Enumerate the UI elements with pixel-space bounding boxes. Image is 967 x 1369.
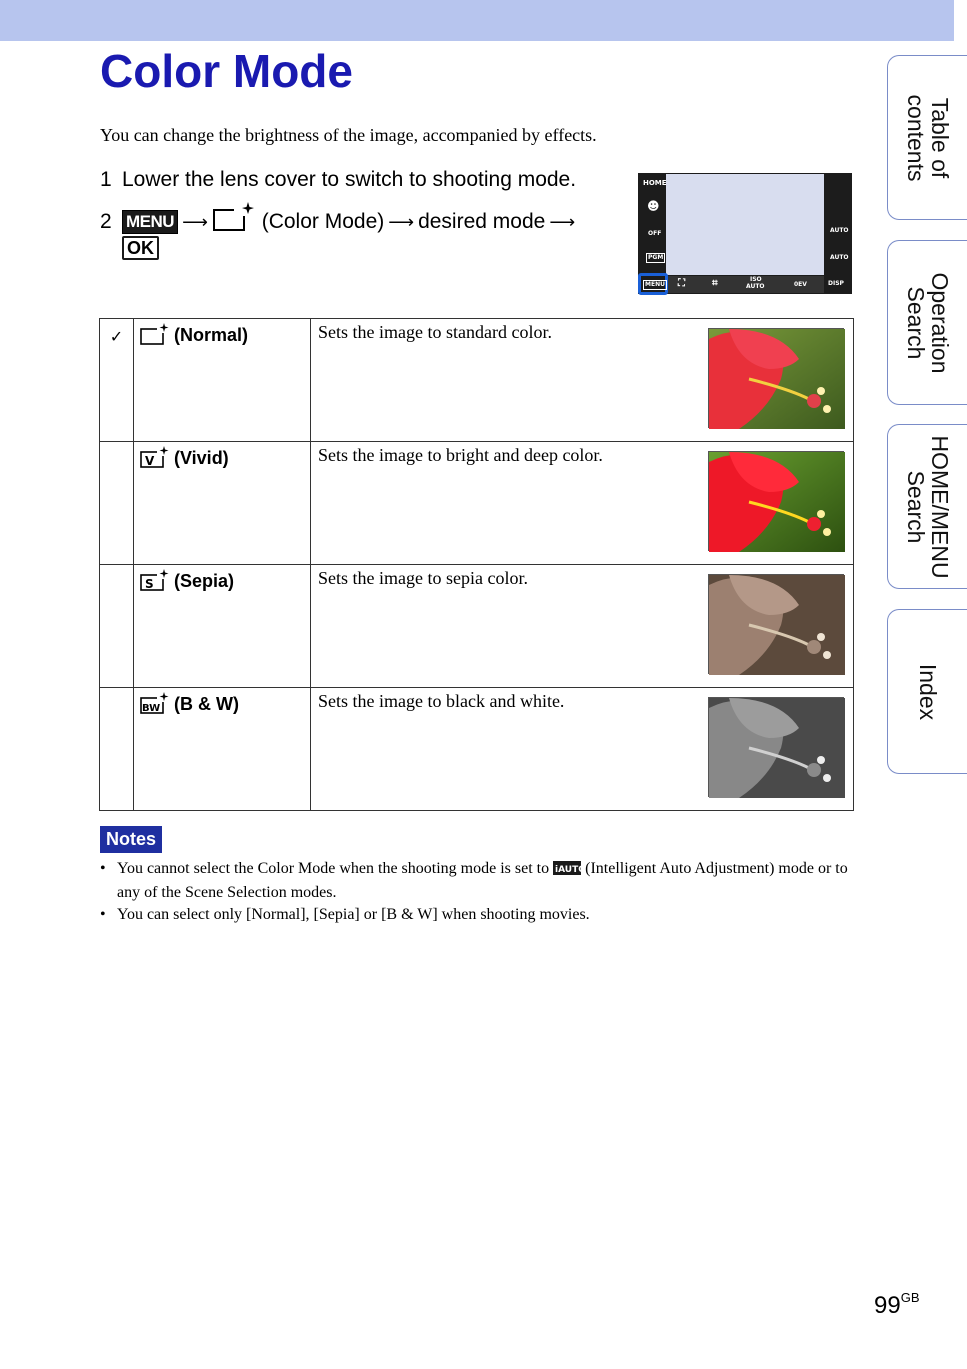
- page-number: [874, 1290, 920, 1320]
- menu-button-icon: MENU: [122, 210, 178, 234]
- table-row-bw: [100, 688, 854, 811]
- mode-name-cell: [134, 442, 311, 565]
- disp-label: DISP: [828, 280, 844, 287]
- step-1: [100, 168, 576, 192]
- vivid-icon-letter: V: [145, 454, 155, 468]
- color-mode-table: [99, 318, 854, 811]
- normal-mode-icon: [140, 323, 170, 350]
- arrow-right-icon: ⟶: [549, 212, 576, 232]
- table-row-vivid: [100, 442, 854, 565]
- mode-description: Sets the image to bright and deep color.: [318, 445, 603, 465]
- page-number-value: 99: [874, 1292, 901, 1319]
- iauto-text: iAUTO: [555, 865, 586, 875]
- color-mode-text: (Color Mode): [261, 210, 385, 233]
- notes-label: Notes: [100, 826, 162, 853]
- note-item: [100, 904, 850, 925]
- mode-description: Sets the image to standard color.: [318, 322, 552, 342]
- metering-icon: ⌗: [712, 278, 718, 289]
- sepia-icon-letter: S: [145, 577, 154, 591]
- default-marker-cell: [100, 688, 134, 811]
- camera-screen: [638, 173, 852, 294]
- mode-name-cell: [134, 688, 311, 811]
- menu-label: MENU: [645, 281, 665, 288]
- tab-label: Table of contents: [902, 94, 953, 181]
- macro-auto-label: AUTO: [830, 254, 849, 261]
- step-number: 1: [100, 168, 112, 191]
- camera-preview: [666, 174, 824, 275]
- table-row-sepia: [100, 565, 854, 688]
- tab-label: Index: [914, 663, 941, 720]
- ok-button-icon: OK: [122, 236, 159, 260]
- step-2: [100, 202, 579, 238]
- note-item: [100, 858, 850, 903]
- iso-auto-label: AUTO: [746, 283, 765, 290]
- tab-label: HOME/MENU Search: [902, 434, 953, 579]
- desired-mode-text: desired mode: [418, 210, 546, 233]
- notes-list: [100, 858, 850, 926]
- default-marker-cell: [100, 442, 134, 565]
- arrow-right-icon: ⟶: [388, 212, 415, 232]
- step-2-ok: [122, 236, 159, 260]
- note-2: You can select only [Normal], [Sepia] or [B & W] when shooting movies.: [117, 906, 590, 923]
- default-marker-cell: [100, 565, 134, 688]
- home-label: HOME: [643, 179, 667, 187]
- mode-name-cell: [134, 565, 311, 688]
- tab-index[interactable]: [887, 609, 967, 774]
- mode-name: (Sepia): [174, 571, 235, 591]
- tab-table-of-contents[interactable]: [887, 55, 967, 220]
- ev-label: 0EV: [794, 281, 807, 288]
- pgm-label: PGM: [648, 254, 664, 261]
- iso-label: ISO: [750, 276, 762, 283]
- tab-operation-search[interactable]: [887, 240, 967, 405]
- step-1-text: Lower the lens cover to switch to shooting mode.: [122, 168, 577, 191]
- color-mode-icon: [212, 202, 256, 238]
- arrow-right-icon: ⟶: [182, 212, 208, 232]
- mode-desc-cell: [311, 565, 854, 688]
- intro-text: You can change the brightness of the image, accompanied by effects.: [100, 125, 597, 145]
- mode-desc-cell: [311, 319, 854, 442]
- focus-icon: ⛶: [678, 278, 685, 289]
- header-band: [0, 0, 954, 41]
- sepia-mode-icon: [140, 569, 170, 596]
- intelligent-auto-icon: [553, 860, 586, 882]
- sample-image-bw: [708, 697, 844, 797]
- sample-image-normal: [708, 328, 844, 428]
- note-1-part-b: (Intelligent Auto Adjustment) mode or to any of the Scene Selection modes.: [117, 860, 848, 901]
- sample-image-sepia: [708, 574, 844, 674]
- flash-auto-label: AUTO: [830, 227, 849, 234]
- tab-label: Operation Search: [902, 271, 953, 374]
- table-row-normal: [100, 319, 854, 442]
- bw-icon-letters: BW: [142, 703, 161, 714]
- checkmark-icon: ✓: [109, 329, 124, 346]
- off-label: OFF: [648, 230, 662, 237]
- mode-name: (Vivid): [174, 448, 229, 468]
- mode-description: Sets the image to sepia color.: [318, 568, 528, 588]
- camera-bottom-bar: [666, 276, 824, 293]
- mode-description: Sets the image to black and white.: [318, 691, 565, 711]
- mode-desc-cell: [311, 442, 854, 565]
- mode-desc-cell: [311, 688, 854, 811]
- sample-image-vivid: [708, 451, 844, 551]
- mode-name: (B & W): [174, 694, 239, 714]
- default-marker-cell: [100, 319, 134, 442]
- mode-name-cell: [134, 319, 311, 442]
- note-1-part-a: You cannot select the Color Mode when the shooting mode is set to: [117, 860, 550, 877]
- tab-home-menu-search[interactable]: [887, 424, 967, 589]
- page-title: Color Mode: [100, 45, 353, 97]
- bw-mode-icon: [140, 692, 170, 719]
- camera-menu-highlight: [638, 273, 668, 295]
- step-number: 2: [100, 210, 112, 233]
- smile-icon: ☻: [647, 199, 660, 213]
- page-suffix: GB: [900, 1290, 920, 1305]
- mode-name: (Normal): [174, 325, 249, 345]
- vivid-mode-icon: [140, 446, 170, 473]
